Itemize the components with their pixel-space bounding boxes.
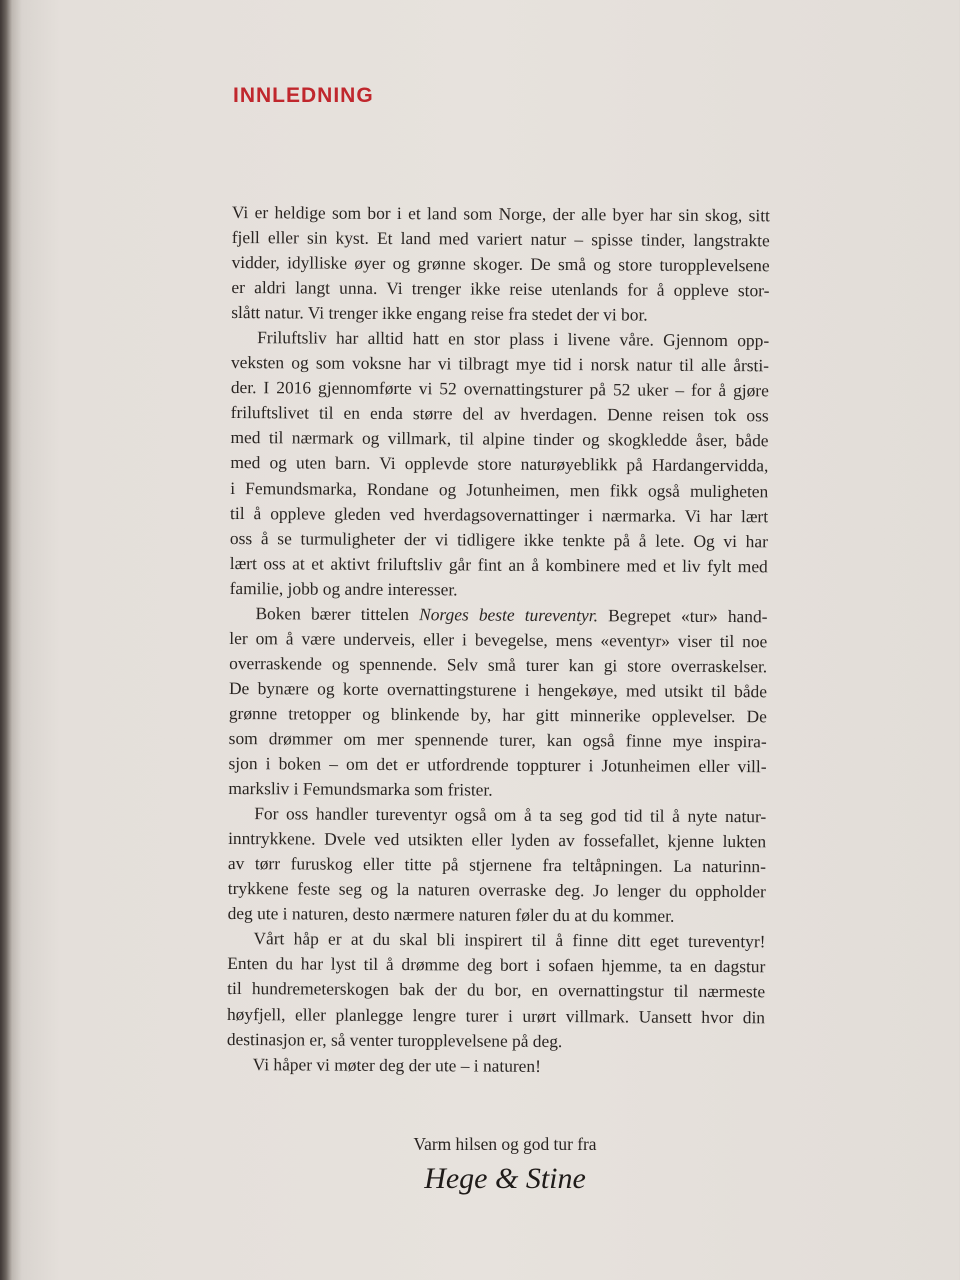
text-line	[228, 826, 766, 854]
text-line-content: oss å se turmuligheter der vi tidligere ikke tenkte på å lete. Og vi har	[229, 527, 768, 551]
text-line	[227, 976, 765, 1004]
text-line	[231, 400, 769, 428]
text-line	[231, 375, 769, 403]
text-line-content: deg ute i naturen, desto nærmere naturen føler du at du kommer.	[227, 903, 675, 927]
book-title: Norges beste tureventyr.	[419, 603, 599, 625]
text-line	[231, 350, 769, 378]
text-line	[227, 926, 765, 954]
text-line	[229, 626, 767, 654]
text-line-content: av tørr furuskog eller titte på stjernene fra teltåpningen. La naturinn-	[227, 853, 766, 877]
text-line	[228, 751, 766, 779]
text-line	[231, 275, 769, 303]
text-line-content: grønne tretopper og blinkende by, har gitt minnerike opplevelser. De	[228, 702, 767, 727]
text-line-content: destinasjon er, så venter turopplevelsene på deg.	[226, 1028, 563, 1051]
text-line	[229, 601, 767, 629]
text-line	[230, 501, 768, 529]
text-line-content: marksliv i Femundsmarka som frister.	[228, 778, 493, 800]
text-line	[228, 801, 766, 829]
text-line-content: Friluftsliv har alltid hatt en stor plass i livene våre. Gjennom opp-	[257, 327, 770, 351]
text-line	[228, 876, 766, 904]
text-segment: Begrepet «tur» hand-	[597, 604, 768, 627]
text-line	[229, 726, 767, 754]
text-line-content: Vi håper vi møter deg der ute – i naturen!	[252, 1053, 541, 1076]
text-line-content: lært oss at et aktivt friluftsliv går fint an å kombinere med et liv fylt med	[229, 552, 768, 576]
text-line	[231, 300, 769, 328]
text-line	[228, 776, 766, 804]
text-segment: Boken bærer tittelen	[255, 602, 420, 624]
body-text	[227, 200, 770, 1080]
text-line-content: De bynære og korte overnattingsturene i hengekøye, med utsikt til både	[228, 677, 768, 702]
text-line-content: friluftslivet til en enda større del av hverdagen. Denne reisen tok oss	[230, 402, 769, 426]
text-line	[228, 851, 766, 879]
text-line	[228, 901, 766, 929]
signature: Hege & Stine	[424, 1162, 586, 1195]
text-line-content: veksten og som voksne har vi tilbragt mye tid i norsk natur til alle årsti-	[230, 352, 770, 376]
text-line-content: høyfjell, eller planlegge lengre turer i urørt villmark. Uansett hvor din	[226, 1003, 766, 1027]
text-line	[230, 551, 768, 579]
text-line	[230, 526, 768, 554]
text-line-content	[255, 601, 767, 629]
text-line	[232, 225, 770, 253]
text-line	[229, 651, 767, 679]
text-line-content: til hundremeterskogen bak der du bor, en overnattingstur til nærmeste	[227, 978, 766, 1002]
text-line	[232, 250, 770, 278]
text-line	[232, 200, 770, 228]
text-line-content: er aldri langt unna. Vi trenger ikke reise utenlands for å oppleve stor-	[231, 277, 770, 301]
text-line-content: trykkene feste seg og la naturen overraske deg. Jo lenger du oppholder	[227, 878, 766, 902]
text-line	[230, 576, 768, 604]
text-line-content: med til nærmark og villmark, til alpine tinder og skogkledde åser, både	[230, 427, 769, 451]
text-line-content: som drømmer om mer spennende turer, kan også finne mye inspira-	[228, 727, 767, 752]
text-line-content: i Femundsmarka, Rondane og Jotunheimen, men fikk også muligheten	[230, 477, 769, 501]
text-line-content: fjell eller sin kyst. Et land med variert natur – spisse tinder, langstrakte	[231, 227, 770, 251]
text-line-content: der. I 2016 gjennomførte vi 52 overnattingsturer på 52 uker – for å gjøre	[230, 377, 769, 401]
text-line	[229, 701, 767, 729]
text-line-content: For oss handler tureventyr også om å ta seg god tid til å nyte natur-	[254, 803, 767, 827]
text-line	[231, 325, 769, 353]
text-line	[227, 1027, 765, 1055]
text-line-content: Vi er heldige som bor i et land som Norge, der alle byer har sin skog, sitt	[231, 201, 770, 226]
text-line	[227, 951, 765, 979]
chapter-heading: INNLEDNING	[233, 84, 374, 107]
text-line-content: slått natur. Vi trenger ikke engang reise fra stedet der vi bor.	[231, 302, 648, 325]
text-line-content: med og uten barn. Vi opplevde store naturøyeblikk på Hardangervidda,	[230, 452, 769, 476]
text-line-content: familie, jobb og andre interesser.	[229, 577, 458, 600]
text-line	[230, 425, 768, 453]
text-line	[227, 1001, 765, 1029]
text-line	[230, 476, 768, 504]
text-line-content: til å oppleve gleden ved hverdagsovernattinger i nærmarka. Vi har lært	[230, 502, 769, 526]
closing-line: Varm hilsen og god tur fra	[413, 1134, 597, 1154]
text-line-content: ler om å være underveis, eller i bevegelse, mens «eventyr» viser til noe	[229, 627, 768, 652]
text-line	[229, 676, 767, 704]
text-line	[230, 450, 768, 478]
text-line-content: vidder, idylliske øyer og grønne skoger. De små og store turopplevelsene	[231, 252, 770, 276]
text-line-content: sjon i boken – om det er utfordrende toppturer i Jotunheimen eller vill-	[228, 753, 767, 777]
text-line-content: Enten du har lyst til å drømme deg bort i sofaen hjemme, ta en dagstur	[227, 953, 766, 977]
text-line-content: Vårt håp er at du skal bli inspirert til å finne ditt eget tureventyr!	[253, 928, 766, 952]
text-line-content: overraskende og spennende. Selv små turer kan gi store overraskelser.	[229, 652, 768, 677]
text-line-content: inntrykkene. Dvele ved utsikten eller lyden av fossefallet, kjenne lukten	[228, 828, 767, 852]
text-line	[227, 1052, 765, 1080]
